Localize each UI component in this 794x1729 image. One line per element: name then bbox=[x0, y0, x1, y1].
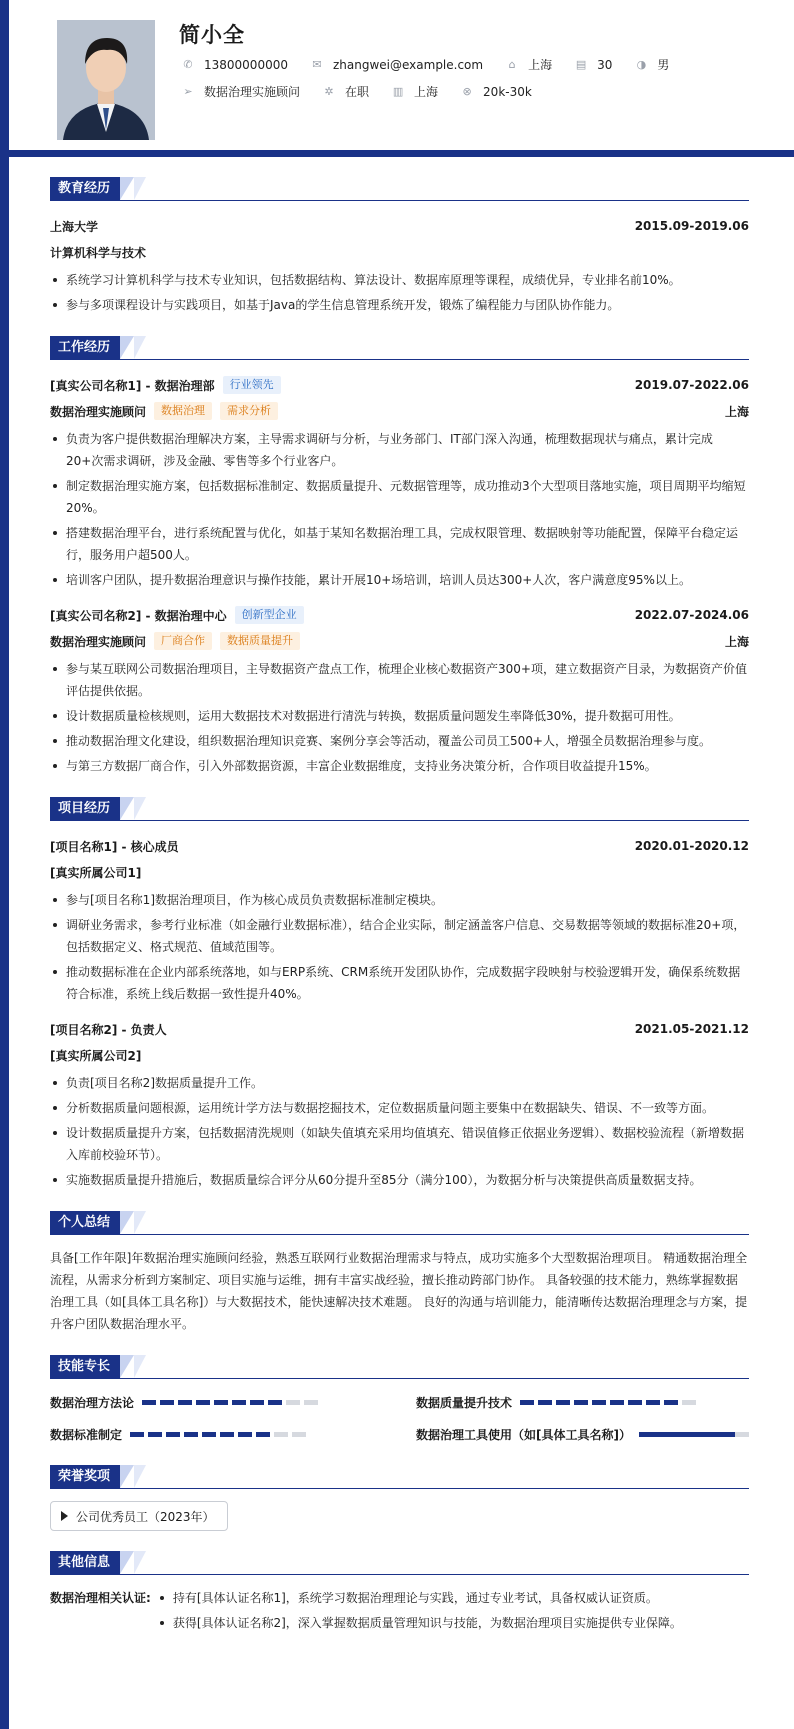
other-section bbox=[50, 1551, 749, 1637]
salary-value: 20k-30k bbox=[483, 84, 532, 99]
phone-icon: ✆ bbox=[183, 57, 193, 71]
salary-item bbox=[460, 85, 532, 99]
list-item: 分析数据质量问题根源，运用统计学方法与数据挖掘技术，定位数据质量问题主要集中在数据缺失、错误、不一致等方面。 bbox=[50, 1097, 749, 1119]
skill-name: 数据治理方法论 bbox=[50, 1395, 135, 1410]
gender-value: 男 bbox=[657, 58, 670, 72]
skill-item bbox=[50, 1423, 356, 1445]
list-item: 培训客户团队，提升数据治理意识与操作技能，累计开展10+场培训，培训人员达300+人次，客户满意度95%以上。 bbox=[50, 569, 749, 591]
skill-name: 数据质量提升技术 bbox=[416, 1395, 513, 1410]
summary-text: 具备[工作年限]年数据治理实施顾问经验，熟悉互联网行业数据治理需求与特点，成功实施多个大型数据治理项目。 精通数据治理全流程，从需求分析到方案制定、项目实施与运维，拥有丰富实战经验，擅长推动跨部门协作。 具备较强的技术能力，熟练掌握数据治理工具（如[具体工具名称]）与大数据技术，能快速解决技术难题。 良好的沟通与培训能力，能清晰传达数据治理理念与方案，提升客户团队数据治理水平。 bbox=[50, 1251, 748, 1331]
skill-segment bbox=[202, 1432, 216, 1437]
other-header bbox=[50, 1551, 749, 1575]
header-card bbox=[9, 0, 794, 150]
skill-level-bar bbox=[639, 1432, 749, 1437]
role-row bbox=[50, 628, 749, 654]
expected-city-item bbox=[391, 83, 438, 100]
skill-segment bbox=[142, 1400, 156, 1405]
skill-level-bar bbox=[142, 1400, 322, 1405]
job-intent-row bbox=[181, 83, 554, 100]
education-header bbox=[50, 177, 749, 201]
skill-segment bbox=[538, 1400, 552, 1405]
age-icon: ▤ bbox=[575, 57, 587, 71]
education-period: 2015.09-2019.06 bbox=[634, 219, 749, 233]
skill-segment bbox=[664, 1400, 678, 1405]
projects-header bbox=[50, 797, 749, 821]
skill-segment bbox=[592, 1400, 606, 1405]
job-bullets bbox=[50, 428, 749, 591]
skills-header bbox=[50, 1355, 749, 1379]
salary-icon: ⊗ bbox=[462, 84, 472, 98]
skill-segment bbox=[166, 1432, 180, 1437]
education-row bbox=[50, 213, 749, 239]
status-item bbox=[322, 83, 369, 100]
skill-segment bbox=[238, 1432, 252, 1437]
skill-segment bbox=[214, 1400, 228, 1405]
skill-item bbox=[416, 1391, 749, 1413]
company-tag: 创新型企业 bbox=[235, 606, 304, 624]
expected-city-value: 上海 bbox=[414, 85, 439, 99]
role-tag: 厂商合作 bbox=[154, 632, 212, 650]
role-tag: 数据治理 bbox=[154, 402, 212, 420]
section-title: 项目经历 bbox=[50, 797, 120, 820]
left-border bbox=[0, 0, 9, 1729]
job-location: 上海 bbox=[724, 404, 749, 419]
project-row bbox=[50, 1016, 749, 1042]
skill-segment bbox=[220, 1432, 234, 1437]
company-name: [真实公司名称2] - 数据治理中心 bbox=[50, 608, 227, 623]
contact-row bbox=[181, 56, 691, 73]
list-item: 制定数据治理实施方案，包括数据标准制定、数据质量提升、元数据管理等，成功推动3个大型项目落地实施，项目周期平均缩短20%。 bbox=[50, 475, 749, 519]
list-item: 负责[项目名称2]数据质量提升工作。 bbox=[50, 1072, 749, 1094]
project-company: [真实所属公司2] bbox=[50, 1048, 142, 1063]
city-item bbox=[505, 56, 552, 73]
role-tag: 需求分析 bbox=[220, 402, 278, 420]
section-title: 技能专长 bbox=[50, 1355, 120, 1378]
work-section bbox=[50, 336, 749, 777]
skill-segment bbox=[286, 1400, 300, 1405]
skill-name: 数据标准制定 bbox=[50, 1427, 123, 1442]
list-item: 设计数据质量提升方案，包括数据清洗规则（如缺失值填充采用均值填充、错误值修正依据业务逻辑）、数据校验流程（新增数据入库前校验环节）。 bbox=[50, 1122, 749, 1166]
location-icon: ⌂ bbox=[508, 57, 516, 71]
project-bullets bbox=[50, 889, 749, 1005]
skill-segment bbox=[148, 1432, 162, 1437]
projects-section bbox=[50, 797, 749, 1191]
section-title: 个人总结 bbox=[50, 1211, 120, 1234]
project-company-row bbox=[50, 1042, 749, 1068]
summary-section bbox=[50, 1211, 749, 1335]
section-title: 荣誉奖项 bbox=[50, 1465, 120, 1488]
phone-value: 13800000000 bbox=[204, 57, 288, 72]
award-label: 公司优秀员工（2023年） bbox=[76, 1509, 215, 1524]
list-item: 获得[具体认证名称2]，深入掌握数据质量管理知识与技能，为数据治理项目实施提供专业保障。 bbox=[157, 1612, 682, 1634]
project-period: 2021.05-2021.12 bbox=[634, 1022, 749, 1036]
job-period: 2022.07-2024.06 bbox=[634, 608, 749, 622]
gender-icon: ◑ bbox=[636, 57, 647, 71]
skill-segment bbox=[130, 1432, 144, 1437]
job-period: 2019.07-2022.06 bbox=[634, 378, 749, 392]
section-title: 教育经历 bbox=[50, 177, 120, 200]
skill-segment bbox=[250, 1400, 264, 1405]
list-item: 系统学习计算机科学与技术专业知识，包括数据结构、算法设计、数据库原理等课程，成绩优异，专业排名前10%。 bbox=[50, 269, 749, 291]
avatar-photo bbox=[57, 20, 155, 140]
status-icon: ✲ bbox=[324, 84, 334, 98]
section-title: 其他信息 bbox=[50, 1551, 120, 1574]
awards-header bbox=[50, 1465, 749, 1489]
list-item: 参与多项课程设计与实践项目，如基于Java的学生信息管理系统开发，锻炼了编程能力与团队协作能力。 bbox=[50, 294, 749, 316]
candidate-name: 简小全 bbox=[179, 23, 245, 47]
list-item: 实施数据质量提升措施后，数据质量综合评分从60分提升至85分（满分100），为数据分析与决策提供高质量数据支持。 bbox=[50, 1169, 749, 1191]
list-item: 负责为客户提供数据治理解决方案，主导需求调研与分析，与业务部门、IT部门深入沟通，梳理数据现状与痛点，累计完成20+次需求调研，涉及金融、零售等多个行业客户。 bbox=[50, 428, 749, 472]
gender-item bbox=[634, 56, 669, 73]
skill-level-bar bbox=[520, 1400, 700, 1405]
skills-section bbox=[50, 1355, 749, 1445]
project-row bbox=[50, 833, 749, 859]
position-icon: ➢ bbox=[183, 84, 193, 98]
list-item: 推动数据治理文化建设，组织数据治理知识竞赛、案例分享会等活动，覆盖公司员工500+人，增强全员数据治理参与度。 bbox=[50, 730, 749, 752]
avatar bbox=[57, 20, 155, 140]
skill-segment bbox=[178, 1400, 192, 1405]
major: 计算机科学与技术 bbox=[50, 245, 147, 260]
position-item bbox=[181, 83, 300, 100]
status-value: 在职 bbox=[345, 85, 370, 99]
position-value: 数据治理实施顾问 bbox=[204, 85, 301, 99]
project-bullets bbox=[50, 1072, 749, 1191]
skill-segment bbox=[274, 1432, 288, 1437]
role-name: 数据治理实施顾问 bbox=[50, 404, 147, 419]
city-icon: ▥ bbox=[392, 84, 404, 98]
certification-label: 数据治理相关认证: bbox=[50, 1591, 151, 1605]
skill-item bbox=[50, 1391, 356, 1413]
work-header bbox=[50, 336, 749, 360]
education-section bbox=[50, 177, 749, 316]
city-value: 上海 bbox=[528, 58, 553, 72]
skill-segment bbox=[646, 1400, 660, 1405]
list-item: 搭建数据治理平台，进行系统配置与优化，如基于某知名数据治理工具，完成权限管理、数据映射等功能配置，保障平台稳定运行，服务用户超500人。 bbox=[50, 522, 749, 566]
role-row bbox=[50, 398, 749, 424]
email-icon: ✉ bbox=[312, 57, 322, 71]
skill-segment bbox=[256, 1432, 270, 1437]
skill-segment bbox=[292, 1432, 306, 1437]
school-name: 上海大学 bbox=[50, 219, 99, 234]
resume-content bbox=[9, 157, 794, 1637]
skill-level-fill bbox=[639, 1432, 735, 1437]
skill-item bbox=[416, 1423, 749, 1445]
awards-section bbox=[50, 1465, 749, 1531]
project-name: [项目名称1] - 核心成员 bbox=[50, 839, 179, 854]
skill-name: 数据治理工具使用（如[具体工具名称]） bbox=[416, 1427, 631, 1442]
project-name: [项目名称2] - 负责人 bbox=[50, 1022, 167, 1037]
list-item: 持有[具体认证名称1]，系统学习数据治理理论与实践，通过专业考试，具备权威认证资质。 bbox=[157, 1587, 682, 1609]
skill-segment bbox=[184, 1432, 198, 1437]
skill-segment bbox=[610, 1400, 624, 1405]
age-item bbox=[574, 58, 612, 72]
list-item: 设计数据质量检核规则，运用大数据技术对数据进行清洗与转换，数据质量问题发生率降低30%，提升数据可用性。 bbox=[50, 705, 749, 727]
skill-segment bbox=[556, 1400, 570, 1405]
skill-segment bbox=[520, 1400, 534, 1405]
list-item: 与第三方数据厂商合作，引入外部数据资源，丰富企业数据维度，支持业务决策分析，合作项目收益提升15%。 bbox=[50, 755, 749, 777]
certification-list bbox=[157, 1587, 682, 1637]
email-item bbox=[310, 58, 483, 72]
education-bullets bbox=[50, 269, 749, 316]
job-bullets bbox=[50, 658, 749, 777]
skill-segment bbox=[196, 1400, 210, 1405]
job-row bbox=[50, 372, 749, 398]
age-value: 30 bbox=[597, 57, 613, 72]
skill-segment bbox=[304, 1400, 318, 1405]
company-tag: 行业领先 bbox=[223, 376, 281, 394]
list-item: 调研业务需求，参考行业标准（如金融行业数据标准），结合企业实际，制定涵盖客户信息、交易数据等领域的数据标准20+项，包括数据定义、格式规范、值域范围等。 bbox=[50, 914, 749, 958]
project-period: 2020.01-2020.12 bbox=[634, 839, 749, 853]
skill-level-bar bbox=[130, 1432, 310, 1437]
section-title: 工作经历 bbox=[50, 336, 120, 359]
skill-segment bbox=[232, 1400, 246, 1405]
role-name: 数据治理实施顾问 bbox=[50, 634, 147, 649]
award-item[interactable] bbox=[50, 1501, 228, 1531]
job-row bbox=[50, 602, 749, 628]
major-row bbox=[50, 239, 749, 265]
skill-segment bbox=[268, 1400, 282, 1405]
email-value: zhangwei@example.com bbox=[332, 57, 484, 72]
skill-segment bbox=[574, 1400, 588, 1405]
expand-arrow-icon bbox=[61, 1511, 68, 1521]
skill-segment bbox=[160, 1400, 174, 1405]
other-info bbox=[50, 1587, 749, 1637]
project-company-row bbox=[50, 859, 749, 885]
phone-item bbox=[181, 58, 288, 72]
list-item: 参与某互联网公司数据治理项目，主导数据资产盘点工作，梳理企业核心数据资产300+项，建立数据资产目录，为数据资产价值评估提供依据。 bbox=[50, 658, 749, 702]
list-item: 推动数据标准在企业内部系统落地，如与ERP系统、CRM系统开发团队协作，完成数据字段映射与校验逻辑开发，确保系统数据符合标准，系统上线后数据一致性提升40%。 bbox=[50, 961, 749, 1005]
skills-grid bbox=[50, 1391, 749, 1445]
summary-header bbox=[50, 1211, 749, 1235]
skill-segment bbox=[682, 1400, 696, 1405]
project-company: [真实所属公司1] bbox=[50, 865, 142, 880]
skill-segment bbox=[628, 1400, 642, 1405]
list-item: 参与[项目名称1]数据治理项目，作为核心成员负责数据标准制定模块。 bbox=[50, 889, 749, 911]
role-tag: 数据质量提升 bbox=[220, 632, 300, 650]
company-name: [真实公司名称1] - 数据治理部 bbox=[50, 378, 215, 393]
job-location: 上海 bbox=[724, 634, 749, 649]
